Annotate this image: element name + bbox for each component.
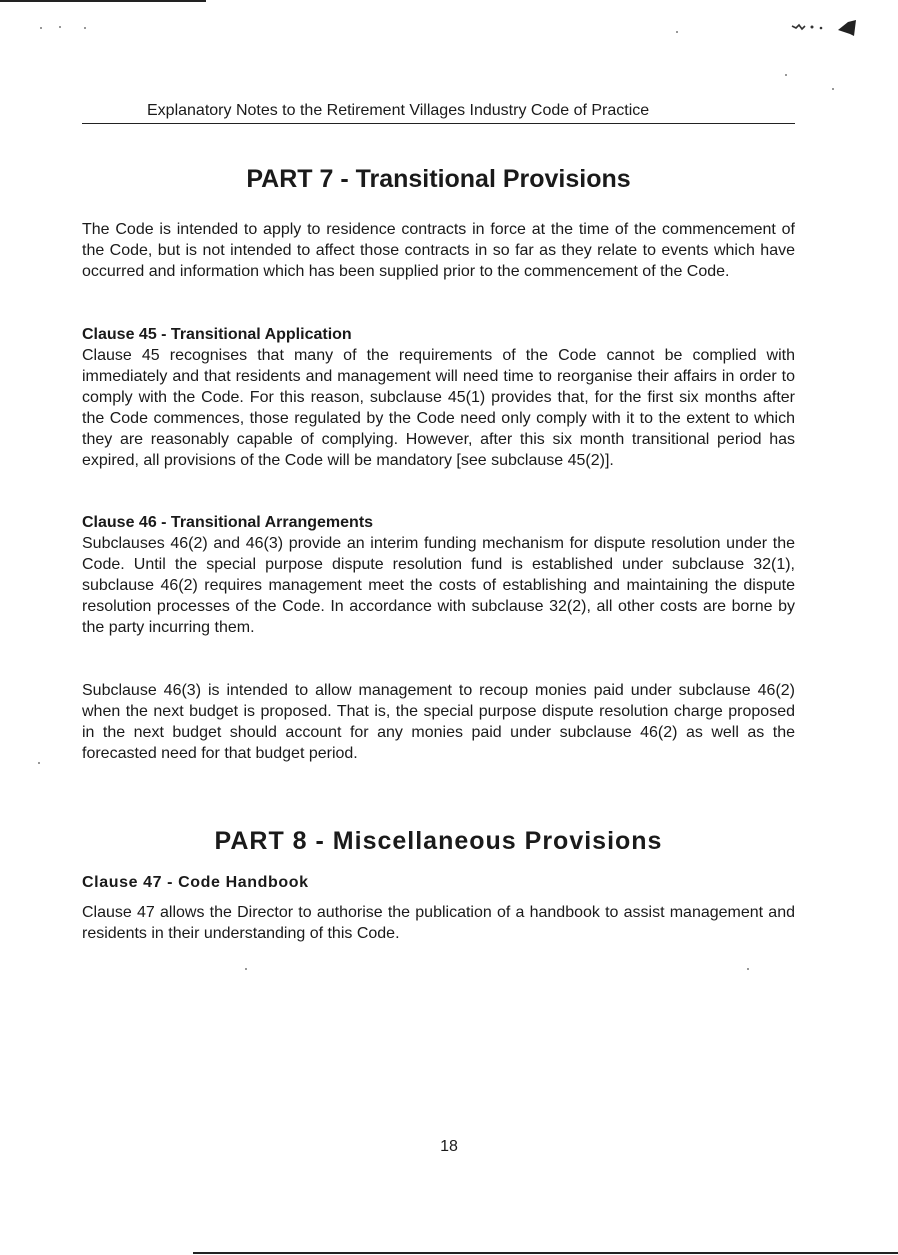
part-8-title: PART 8 - Miscellaneous Provisions — [214, 826, 663, 855]
running-header-text: Explanatory Notes to the Retirement Villages Industry Code of Practice — [147, 102, 650, 119]
part-7-intro-paragraph: The Code is intended to apply to residence contracts in force at the time of the commencement of the Code, but is not intended to affect those contracts in so far as they relate to events which have occurred and information which has been supplied prior to the commencement of the Code. — [82, 221, 795, 280]
bottom-scan-rule — [193, 1252, 898, 1254]
clause-45-heading: Clause 45 - Transitional Application — [82, 326, 352, 343]
clause-46-paragraph-2: Subclause 46(3) is intended to allow management to recoup monies paid under subclause 46(2) when the next budget is proposed. That is, the special purpose dispute resolution charge proposed in the next budget should account for any monies paid under subclause 46(2) as well as the forecasted need for that budget period. — [82, 682, 795, 762]
scan-speck — [676, 31, 678, 33]
clause-47-paragraph: Clause 47 allows the Director to authorise the publication of a handbook to assist management and residents in their understanding of this Code. — [82, 904, 795, 942]
scan-artifact-mark — [790, 14, 865, 40]
scan-speck — [59, 26, 61, 28]
scan-speck — [245, 968, 247, 970]
scan-speck — [747, 968, 749, 970]
clause-46-section — [82, 512, 795, 638]
clause-47-heading: Clause 47 - Code Handbook — [82, 874, 309, 891]
running-header — [82, 101, 795, 124]
part-7-intro — [82, 219, 795, 282]
clause-47-section — [82, 872, 795, 944]
page-number: 18 — [440, 1138, 458, 1155]
top-scan-rule — [0, 0, 206, 2]
clause-46-paragraph-1: Subclauses 46(2) and 46(3) provide an interim funding mechanism for dispute resolution under the Code. Until the special purpose dispute resolution fund is established under subclause 32(1), subclause 46(2) requires management meet the costs of establishing and maintaining the dispute resolution processes of the Code. In accordance with subclause 32(2), all other costs are borne by the party incurring them. — [82, 535, 795, 636]
scan-speck — [38, 762, 40, 764]
clause-46-heading: Clause 46 - Transitional Arrangements — [82, 514, 374, 531]
clause-46-continuation — [82, 680, 795, 764]
part-7-title: PART 7 - Transitional Provisions — [246, 164, 631, 193]
clause-45-section — [82, 324, 795, 471]
scan-speck — [40, 27, 42, 29]
clause-45-paragraph: Clause 45 recognises that many of the requirements of the Code cannot be complied with immediately and that residents and management will need time to reorganise their affairs in order to comply with the Code. For this reason, subclause 45(1) provides that, for the first six months after the Code commences, those regulated by the Code need only comply with it to the extent to which they are reasonably capable of complying. However, after this six month transitional period has expired, all provisions of the Code will be mandatory [see subclause 45(2)]. — [82, 347, 795, 469]
scan-speck — [785, 74, 787, 76]
scan-speck — [84, 27, 86, 29]
scan-speck — [832, 88, 834, 90]
